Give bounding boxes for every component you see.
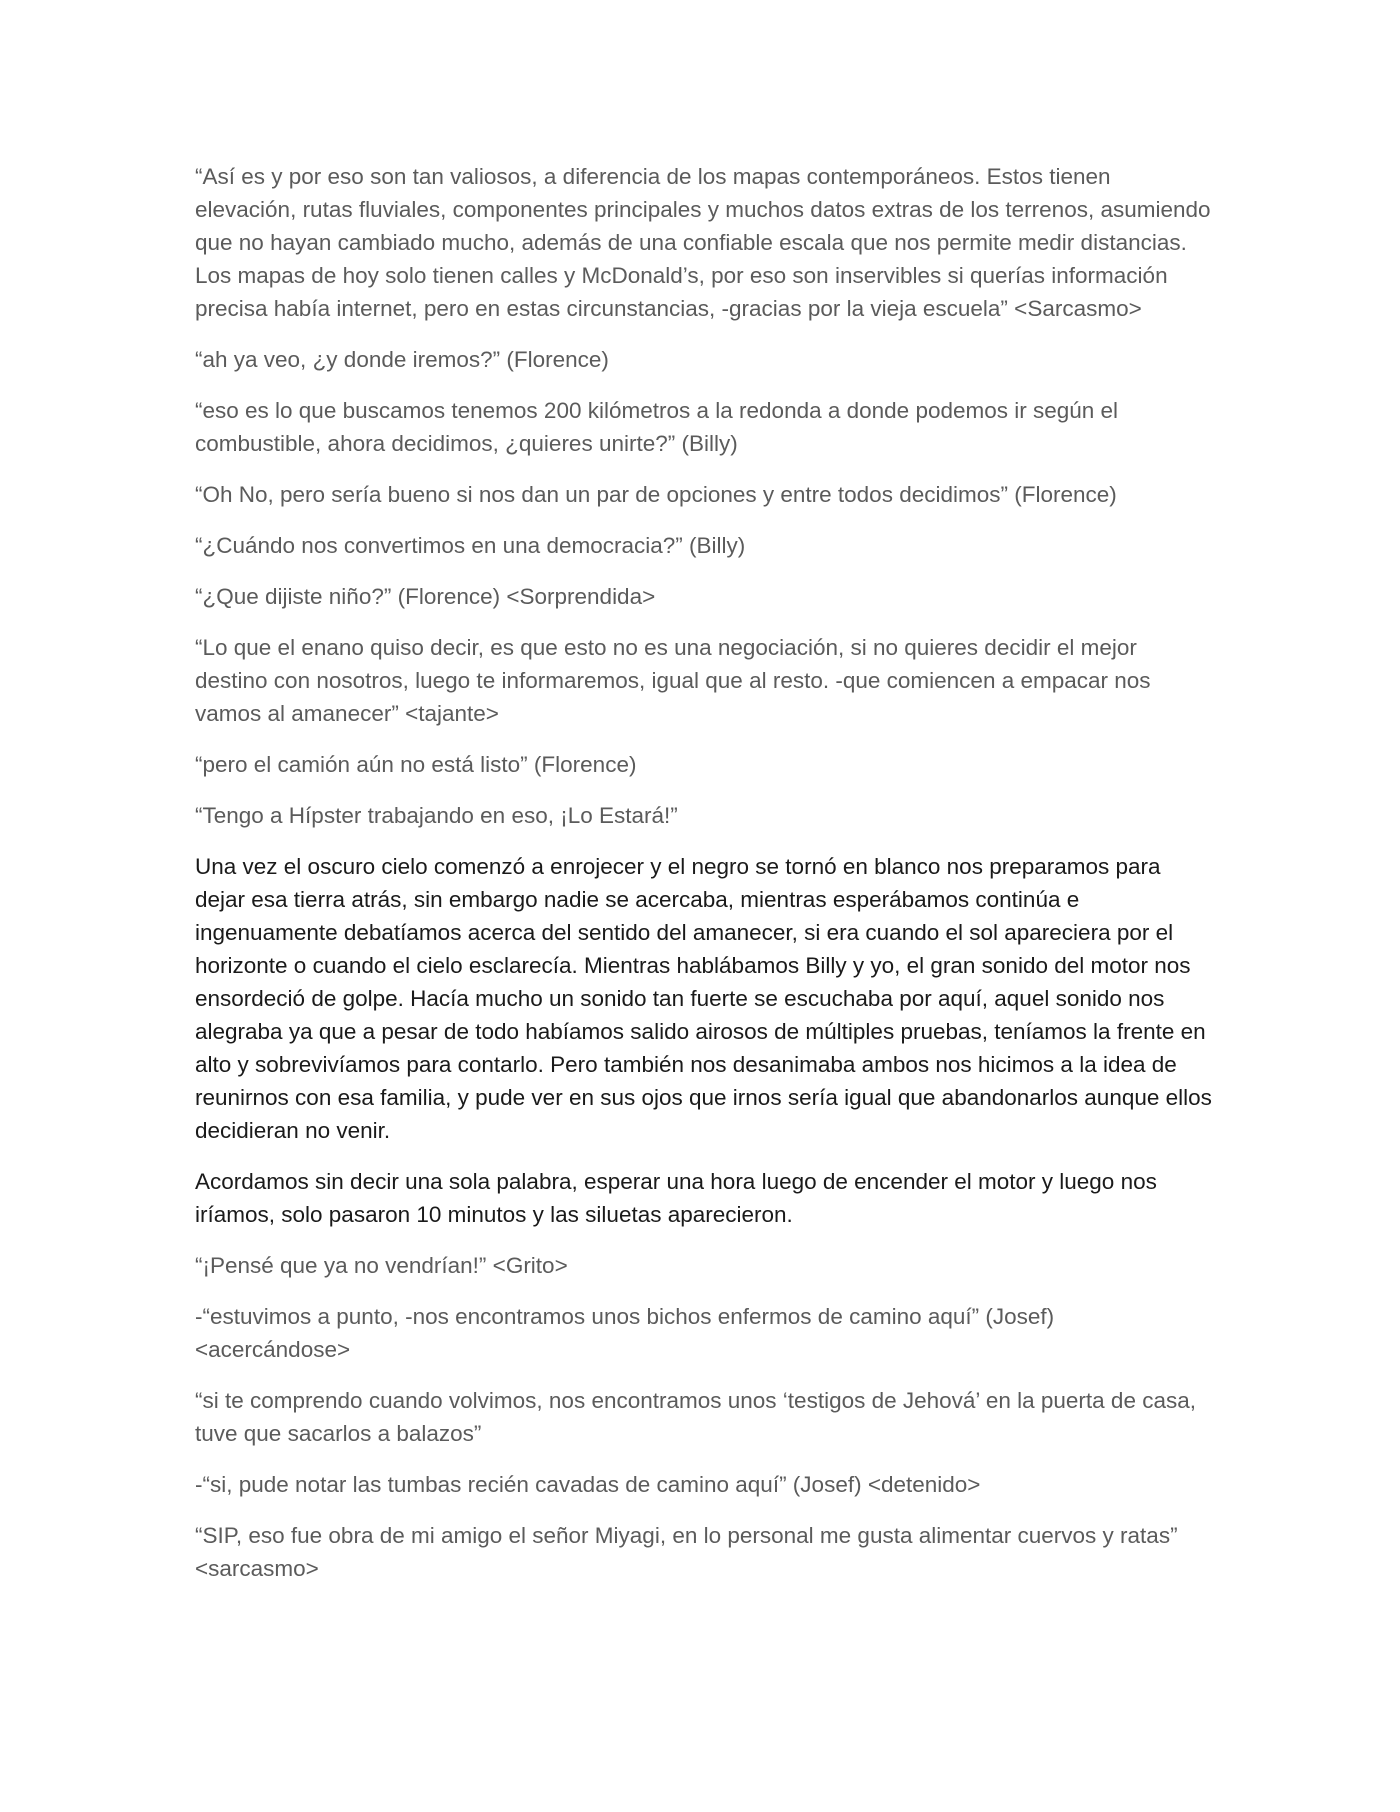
document-body [195,160,1215,1603]
paragraph-dialogue-11: -“estuvimos a punto, -nos encontramos unos bichos enfermos de camino aquí” (Josef) <acercándose> [195,1304,1055,1362]
paragraph-narration-2: Acordamos sin decir una sola palabra, esperar una hora luego de encender el motor y luego nos iríamos, solo pasaron 10 minutos y las siluetas aparecieron. [195,1169,1157,1227]
paragraph-dialogue-1: “Así es y por eso son tan valiosos, a diferencia de los mapas contemporáneos. Estos tienen elevación, rutas fluviales, componentes principales y muchos datos extras de los terrenos, asumiendo que no hayan cambiado mucho, además de una confiable escala que nos permite medir distancias. Los mapas de hoy solo tienen calles y McDonald’s, por eso son inservibles si querías información precisa había internet, pero en estas circunstancias, -gracias por la vieja escuela” <Sarcasmo> [195,164,1211,321]
paragraph-dialogue-14: “SIP, eso fue obra de mi amigo el señor Miyagi, en lo personal me gusta alimentar cuervos y ratas” <sarcasmo> [195,1523,1178,1581]
paragraph-dialogue-8: “pero el camión aún no está listo” (Florence) [195,752,637,777]
paragraph-dialogue-3: “eso es lo que buscamos tenemos 200 kilómetros a la redonda a donde podemos ir según el combustible, ahora decidimos, ¿quieres unirte?” (Billy) [195,398,1119,456]
paragraph-dialogue-4: “Oh No, pero sería bueno si nos dan un par de opciones y entre todos decidimos” (Florence) [195,482,1117,507]
paragraph-dialogue-6: “¿Que dijiste niño?” (Florence) <Sorprendida> [195,584,656,609]
paragraph-dialogue-5: “¿Cuándo nos convertimos en una democracia?” (Billy) [195,533,746,558]
paragraph-dialogue-2: “ah ya veo, ¿y donde iremos?” (Florence) [195,347,609,372]
paragraph-narration-1: Una vez el oscuro cielo comenzó a enrojecer y el negro se tornó en blanco nos preparamos para dejar esa tierra atrás, sin embargo nadie se acercaba, mientras esperábamos continúa e ingenuamente debatíamos acerca del sentido del amanecer, si era cuando el sol apareciera por el horizonte o cuando el cielo esclarecía. Mientras hablábamos Billy y yo, el gran sonido del motor nos ensordeció de golpe. Hacía mucho un sonido tan fuerte se escuchaba por aquí, aquel sonido nos alegraba ya que a pesar de todo habíamos salido airosos de múltiples pruebas, teníamos la frente en alto y sobrevivíamos para contarlo. Pero también nos desanimaba ambos nos hicimos a la idea de reunirnos con esa familia, y pude ver en sus ojos que irnos sería igual que abandonarlos aunque ellos decidieran no venir. [195,854,1212,1143]
paragraph-dialogue-7: “Lo que el enano quiso decir, es que esto no es una negociación, si no quieres decidir el mejor destino con nosotros, luego te informaremos, igual que al resto. -que comiencen a empacar nos vamos al amanecer” <tajante> [195,635,1151,726]
paragraph-dialogue-9: “Tengo a Hípster trabajando en eso, ¡Lo Estará!” [195,803,678,828]
paragraph-dialogue-12: “si te comprendo cuando volvimos, nos encontramos unos ‘testigos de Jehová’ en la puerta de casa, tuve que sacarlos a balazos” [195,1388,1196,1446]
paragraph-dialogue-13: -“si, pude notar las tumbas recién cavadas de camino aquí” (Josef) <detenido> [195,1472,981,1497]
paragraph-dialogue-10: “¡Pensé que ya no vendrían!” <Grito> [195,1253,568,1278]
